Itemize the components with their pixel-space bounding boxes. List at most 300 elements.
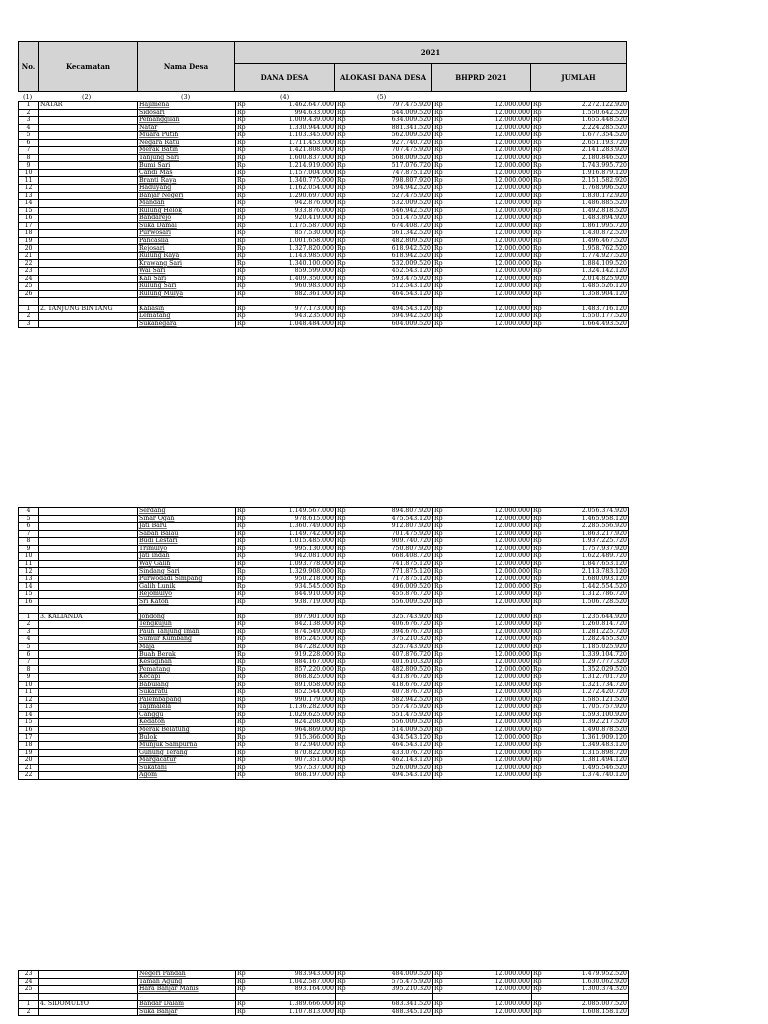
alokasi-dana-desa-value: 394.676.720 [347,628,433,636]
index-4: (4) [280,93,290,101]
currency-label: Rp [237,567,246,575]
bhprd-value: 12.000.000 [444,568,532,576]
currency-label: Rp [434,771,443,779]
jumlah-value [543,298,629,306]
bhprd-value: 12.000.000 [444,575,532,583]
alokasi-dana-desa-value: 594.942.520 [347,185,433,193]
currency-label: Rp [337,620,346,628]
jumlah-value: 1.550.177.520 [543,313,629,321]
currency-label: Rp [337,711,346,718]
dana-desa-value: 934.545.000 [247,583,336,591]
currency-label: Rp [533,1008,542,1015]
desa-name-cell: Sri Katon [138,598,236,606]
bhprd-value: 12.000.000 [444,290,532,298]
currency-label: Rp [533,1000,542,1008]
currency-label: Rp [337,733,346,741]
currency-label: Rp [533,756,542,764]
desa-name-cell: Canggu [138,711,236,719]
desa-name-cell: Sindang Sari [138,568,236,576]
dana-desa-value: 1.157.004.000 [247,169,336,177]
kecamatan-cell [39,268,138,276]
currency-label: Rp [533,985,542,993]
desa-name-cell [138,993,236,1001]
alokasi-dana-desa-value [347,993,433,1001]
row-number: 8 [19,154,39,162]
kecamatan-cell [39,207,138,215]
jumlah-value: 1.884.109.520 [543,260,629,268]
desa-name-cell: Bumi Sari [138,162,236,170]
header-jumlah: JUMLAH [530,63,627,92]
bhprd-value: 12.000.000 [444,651,532,659]
jumlah-value: 1.352.029.520 [543,666,629,674]
dana-desa-value: 938.719.000 [247,598,336,606]
row-number: 12 [19,568,39,576]
currency-label: Rp [237,560,246,567]
jumlah-value: 1.680.093.120 [543,575,629,583]
alokasi-dana-desa-value: 561.342.520 [347,230,433,238]
kecamatan-cell [39,260,138,268]
currency-label: Rp [434,978,443,985]
dana-desa-value: 1.340.100.000 [247,260,336,268]
bhprd-value: 12.000.000 [444,162,532,170]
row-number: 6 [19,651,39,659]
alokasi-dana-desa-value: 594.942.520 [347,313,433,321]
row-number: 23 [19,971,39,979]
jumlah-value: 1.916.879.120 [543,169,629,177]
desa-name-cell: Buah Berak [138,651,236,659]
bhprd-value: 12.000.000 [444,986,532,994]
table-row [19,230,629,238]
currency-label: Rp [533,665,542,673]
row-number: 8 [19,538,39,546]
header-kecamatan: Kecamatan [38,41,138,92]
alokasi-dana-desa-value: 325.743.920 [347,613,433,621]
jumlah-value: 2.141.283.920 [543,147,629,155]
bhprd-value: 12.000.000 [444,222,532,230]
desa-name-cell: Sukaratu [138,689,236,697]
currency-label: Rp [434,116,443,124]
currency-label: Rp [434,275,443,282]
table-row [19,666,629,674]
desa-name-cell: Pancasila [138,237,236,245]
currency-label: Rp [237,214,246,222]
desa-name-cell: Bandarejo [138,215,236,223]
row-number [19,606,39,614]
row-number: 15 [19,591,39,599]
alokasi-dana-desa-value: 568.009.520 [347,154,433,162]
currency-label: Rp [533,267,542,275]
currency-label: Rp [337,718,346,726]
currency-label: Rp [533,139,542,146]
alokasi-dana-desa-value: 771.875.120 [347,568,433,576]
currency-label: Rp [434,192,443,199]
jumlah-value: 1.655.448.520 [543,117,629,125]
row-number: 3 [19,117,39,125]
table-row [19,681,629,689]
bhprd-value [444,993,532,1001]
row-number: 23 [19,268,39,276]
currency-label: Rp [434,320,443,328]
currency-label: Rp [337,252,346,260]
bhprd-value: 12.000.000 [444,971,532,979]
table-row [19,560,629,568]
currency-label: Rp [434,726,443,734]
jumlah-value: 1.260.814.720 [543,621,629,629]
desa-name-cell: Kedaton [138,719,236,727]
table-row [19,1001,629,1009]
dana-desa-value: 1.093.778.000 [247,560,336,568]
currency-label: Rp [533,970,542,978]
bhprd-value: 12.000.000 [444,237,532,245]
table-row [19,726,629,734]
currency-label: Rp [237,703,246,711]
kecamatan-cell [39,978,138,986]
currency-label: Rp [237,192,246,199]
table-row [19,102,629,110]
currency-label: Rp [533,207,542,214]
data-section-2 [18,507,627,780]
table-row [19,305,629,313]
desa-name-cell: Sinar Ogan [138,515,236,523]
currency-label [236,298,247,306]
alokasi-dana-desa-value: 909.740.720 [347,538,433,546]
dana-desa-value: 995.130.000 [247,545,336,553]
currency-label: Rp [533,116,542,124]
jumlah-value: 1.495.546.520 [543,764,629,772]
jumlah-value: 2.224.285.520 [543,124,629,132]
bhprd-value: 12.000.000 [444,508,532,516]
desa-name-cell: Kecapi [138,674,236,682]
currency-label: Rp [434,131,443,139]
jumlah-value: 1.483.894.920 [543,215,629,223]
bhprd-value: 12.000.000 [444,109,532,117]
desa-name-cell: Tengkujuh [138,621,236,629]
dana-desa-value: 943.235.000 [247,313,336,321]
currency-label: Rp [337,305,346,312]
table-row [19,207,629,215]
desa-name-cell: Bulok [138,734,236,742]
jumlah-value: 1.593.100.920 [543,711,629,719]
dana-desa-value: 868.197.000 [247,772,336,780]
desa-name-cell: Banjar Negeri [138,192,236,200]
desa-name-cell: Kali Sari [138,275,236,283]
table-row [19,575,629,583]
alokasi-dana-desa-value [347,606,433,614]
currency-label: Rp [533,522,542,530]
table-row [19,696,629,704]
kecamatan-cell [39,515,138,523]
currency-label: Rp [533,131,542,139]
dana-desa-value: 1.001.658.000 [247,237,336,245]
currency-label: Rp [434,154,443,161]
table-row [19,508,629,516]
table-row [19,132,629,140]
currency-label: Rp [434,635,443,643]
currency-label: Rp [434,552,443,560]
currency-label: Rp [533,199,542,207]
currency-label: Rp [434,530,443,537]
currency-label: Rp [434,176,443,184]
currency-label: Rp [337,244,346,252]
jumlah-value: 1.374.740.120 [543,772,629,780]
table-row [19,674,629,682]
currency-label: Rp [237,658,246,666]
currency-label: Rp [337,613,346,620]
desa-name-cell: Agom [138,772,236,780]
row-number: 7 [19,147,39,155]
kecamatan-cell [39,147,138,155]
kecamatan-cell [39,628,138,636]
table-row [19,711,629,719]
currency-label: Rp [533,259,542,267]
jumlah-value: 2.113.783.120 [543,568,629,576]
desa-name-cell: Rulung Mulya [138,290,236,298]
currency-label: Rp [237,545,246,552]
jumlah-value: 2.272.122.920 [543,102,629,110]
row-number: 10 [19,553,39,561]
currency-label: Rp [237,726,246,734]
dana-desa-value: 983.943.000 [247,971,336,979]
jumlah-value: 1.664.493.520 [543,320,629,328]
alokasi-dana-desa-value: 484.009.520 [347,971,433,979]
dana-desa-value: 897.901.000 [247,613,336,621]
jumlah-value: 2.085.007.520 [543,1001,629,1009]
kecamatan-cell [39,124,138,132]
currency-label: Rp [434,1008,443,1015]
desa-name-cell: Suka Banjar [138,1008,236,1016]
kecamatan-cell [39,681,138,689]
jumlah-value: 1.349.483.120 [543,741,629,749]
row-number: 16 [19,215,39,223]
row-number: 11 [19,560,39,568]
alokasi-dana-desa-value: 593.475.920 [347,275,433,283]
currency-label: Rp [337,131,346,139]
currency-label: Rp [434,582,443,590]
jumlah-value: 1.361.909.120 [543,734,629,742]
kecamatan-cell [39,117,138,125]
kecamatan-cell [39,583,138,591]
jumlah-value: 1.185.025.920 [543,643,629,651]
jumlah-value: 1.358.904.120 [543,290,629,298]
jumlah-value: 1.339.104.720 [543,651,629,659]
row-number: 24 [19,978,39,986]
currency-label: Rp [337,970,346,978]
dana-desa-value: 1.340.775.000 [247,177,336,185]
alokasi-dana-desa-value: 418.676.720 [347,681,433,689]
dana-desa-value: 1.149.742.000 [247,530,336,538]
currency-label: Rp [337,590,346,598]
jumlah-value: 1.677.354.520 [543,132,629,140]
currency-label: Rp [434,515,443,522]
currency-label: Rp [237,613,246,620]
currency-label: Rp [337,978,346,985]
currency-label: Rp [237,101,246,109]
bhprd-value: 12.000.000 [444,545,532,553]
jumlah-value: 1.861.995.720 [543,222,629,230]
table-header [18,41,627,92]
index-3: (3) [181,93,191,101]
currency-label: Rp [434,545,443,552]
bhprd-value: 12.000.000 [444,772,532,780]
dana-desa-value: 874.549.000 [247,628,336,636]
desa-name-cell: Jati Indah [138,553,236,561]
alokasi-dana-desa-value: 401.610.320 [347,658,433,666]
bhprd-value: 12.000.000 [444,711,532,719]
alokasi-dana-desa-value: 494.543.120 [347,305,433,313]
currency-label: Rp [237,184,246,192]
alokasi-dana-desa-value: 462.143.120 [347,757,433,765]
currency-label: Rp [434,207,443,214]
row-number: 13 [19,704,39,712]
alokasi-dana-desa-value: 494.543.120 [347,772,433,780]
jumlah-value: 1.863.217.920 [543,530,629,538]
kecamatan-cell [39,538,138,546]
currency-label: Rp [434,575,443,583]
currency-label: Rp [533,237,542,245]
kecamatan-cell [39,658,138,666]
currency-label: Rp [237,696,246,703]
desa-name-cell: Negeri Pandan [138,971,236,979]
dana-desa-value: 1.042.587.000 [247,978,336,986]
currency-label: Rp [237,109,246,116]
table-row [19,772,629,780]
jumlah-value: 1.321.734.720 [543,681,629,689]
jumlah-value: 2.285.556.920 [543,523,629,531]
bhprd-value: 12.000.000 [444,613,532,621]
table-row [19,538,629,546]
dana-desa-value: 1.330.944.000 [247,124,336,132]
bhprd-value: 12.000.000 [444,689,532,697]
desa-name-cell: Natar [138,124,236,132]
jumlah-value: 1.496.467.520 [543,237,629,245]
alokasi-dana-desa-value: 482.809.520 [347,666,433,674]
row-number: 20 [19,757,39,765]
kecamatan-cell [39,636,138,644]
desa-name-cell: Hajimena [138,102,236,110]
desa-name-cell: Branti Raya [138,177,236,185]
bhprd-value: 12.000.000 [444,147,532,155]
dana-desa-value: 1.048.484.000 [247,320,336,328]
currency-label [433,993,444,1001]
dana-desa-value: 990.179.000 [247,696,336,704]
currency-label: Rp [533,582,542,590]
row-number: 18 [19,741,39,749]
kecamatan-cell [39,320,138,328]
bhprd-value: 12.000.000 [444,320,532,328]
alokasi-dana-desa-value: 455.876.720 [347,591,433,599]
currency-label: Rp [337,552,346,560]
currency-label: Rp [434,756,443,764]
jumlah-value: 1.585.121.520 [543,696,629,704]
desa-name-cell: Kesugihan [138,658,236,666]
alokasi-dana-desa-value: 551.475.920 [347,215,433,223]
desa-name-cell: Way Galih [138,560,236,568]
bhprd-value: 12.000.000 [444,681,532,689]
dana-desa-value: 960.983.000 [247,283,336,291]
row-number: 10 [19,681,39,689]
currency-label: Rp [533,124,542,131]
table-row [19,689,629,697]
dana-desa-value: 1.162.054.000 [247,185,336,193]
jumlah-value [543,993,629,1001]
currency-label: Rp [337,199,346,207]
row-number: 11 [19,689,39,697]
bhprd-value: 12.000.000 [444,598,532,606]
desa-name-cell: Maja [138,643,236,651]
currency-label: Rp [434,199,443,207]
alokasi-dana-desa-value: 475.543.120 [347,515,433,523]
currency-label: Rp [533,184,542,192]
currency-label: Rp [337,214,346,222]
dana-desa-value: 872.940.000 [247,741,336,749]
alokasi-dana-desa-value: 433.076.720 [347,749,433,757]
currency-label: Rp [337,643,346,651]
table-row [19,591,629,599]
kecamatan-cell [39,764,138,772]
currency-label: Rp [533,771,542,779]
kecamatan-cell: 4. SIDOMULYO [39,1001,138,1009]
jumlah-value: 1.743.995.720 [543,162,629,170]
desa-name-cell: Wai Sari [138,268,236,276]
row-number: 12 [19,696,39,704]
jumlah-value: 1.492.818.520 [543,207,629,215]
alokasi-dana-desa-value [347,298,433,306]
bhprd-value: 12.000.000 [444,252,532,260]
index-1: (1) [23,93,33,101]
jumlah-value: 1.830.172.920 [543,192,629,200]
dana-desa-value: 942.876.000 [247,200,336,208]
jumlah-value: 1.705.757.920 [543,704,629,712]
alokasi-dana-desa-value: 674.408.720 [347,222,433,230]
currency-label: Rp [434,741,443,749]
header-bhprd: BHPRD 2021 [431,63,531,92]
row-number: 25 [19,986,39,994]
kecamatan-cell [39,734,138,742]
row-number: 3 [19,320,39,328]
jumlah-value: 1.490.878.520 [543,726,629,734]
currency-label: Rp [337,290,346,297]
jumlah-value: 1.608.158.120 [543,1008,629,1016]
currency-label: Rp [237,764,246,771]
currency-label: Rp [237,312,246,320]
kecamatan-cell [39,530,138,538]
currency-label: Rp [434,214,443,222]
currency-label: Rp [237,718,246,726]
dana-desa-value [247,993,336,1001]
alokasi-dana-desa-value: 526.009.520 [347,764,433,772]
header-alokasi-dana-desa: ALOKASI DANA DESA [334,63,432,92]
desa-name-cell: Trimulyo [138,545,236,553]
desa-name-cell: Mandah [138,200,236,208]
row-number: 19 [19,749,39,757]
kecamatan-cell [39,169,138,177]
currency-label: Rp [533,192,542,199]
dana-desa-value: 1.462.647.000 [247,102,336,110]
currency-label: Rp [434,312,443,320]
currency-label: Rp [237,530,246,537]
desa-name-cell: Rejosari [138,245,236,253]
alokasi-dana-desa-value: 325.743.920 [347,643,433,651]
row-number: 2 [19,1008,39,1016]
currency-label: Rp [533,282,542,290]
jumlah-value: 1.630.062.920 [543,978,629,986]
currency-label: Rp [533,161,542,169]
alokasi-dana-desa-value: 557.475.920 [347,704,433,712]
desa-name-cell: Gunung Terang [138,749,236,757]
index-2: (2) [82,93,92,101]
dana-desa-value: 920.419.000 [247,215,336,223]
bhprd-value: 12.000.000 [444,1008,532,1016]
